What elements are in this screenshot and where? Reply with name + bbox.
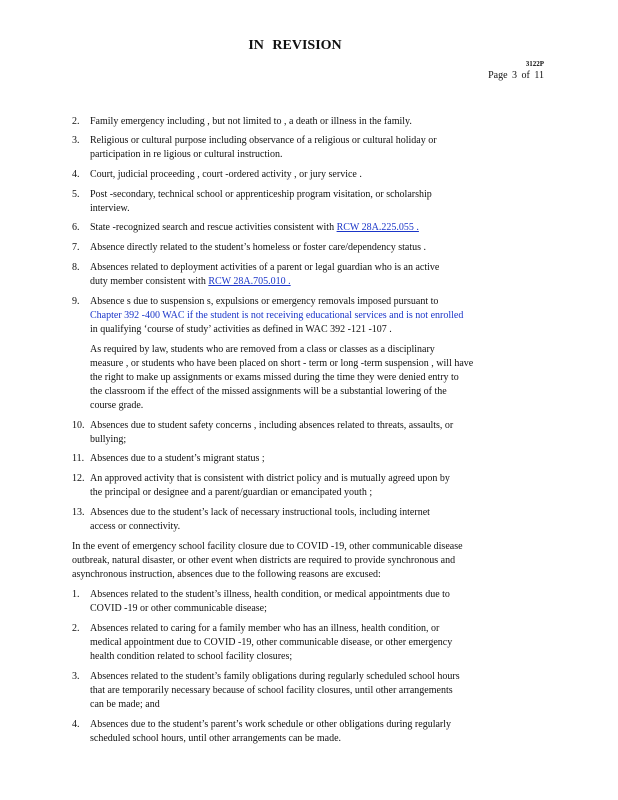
item-text: course grade. bbox=[90, 400, 144, 411]
item-text: the principal or designee and a parent/guardian or emancipated youth ; bbox=[90, 487, 373, 498]
item-number: 13. bbox=[72, 507, 85, 518]
item-text: Absence s due to suspension s, expulsions or emergency removals imposed pursuant to bbox=[90, 296, 439, 307]
item-text: COVID -19 or other communicable disease; bbox=[90, 603, 267, 614]
item-text: Absences due to a student’s migrant status ; bbox=[90, 453, 265, 464]
item-text: scheduled school hours, until other arrangements can be made. bbox=[90, 733, 342, 744]
item-number: 1. bbox=[72, 589, 80, 600]
item-text: the classroom if the effect of the missed assignments will be a substantial lowering of the bbox=[90, 386, 447, 397]
item-text: Absences due to the student’s lack of necessary instructional tools, including internet bbox=[90, 507, 430, 518]
item-text: Religious or cultural purpose including observance of a religious or cultural holiday or bbox=[90, 135, 437, 146]
page-title: IN REVISION bbox=[248, 38, 342, 53]
item-number: 9. bbox=[72, 296, 80, 307]
item-text: can be made; and bbox=[90, 699, 160, 710]
rcw-link[interactable]: RCW 28A.705.010 . bbox=[208, 276, 291, 287]
item-text: interview. bbox=[90, 203, 130, 214]
rcw-link[interactable]: RCW 28A.225.055 . bbox=[336, 222, 419, 233]
item-text: bullying; bbox=[90, 434, 127, 445]
item-text: Court, judicial proceeding , court -ordered activity , or jury service . bbox=[90, 169, 362, 180]
page-number: Page 3 of 11 bbox=[488, 70, 544, 81]
item-text: Chapter 392 -400 WAC if the student is not receiving educational services and is not enrolled bbox=[90, 310, 464, 321]
item-text: Post -secondary, technical school or apprenticeship program visitation, or scholarship bbox=[90, 189, 432, 200]
item-number: 2. bbox=[72, 116, 80, 127]
item-text: the right to make up assignments or exams missed during the time they were denied entry to bbox=[90, 372, 459, 383]
item-text: Absence directly related to the student’s homeless or foster care/dependency status . bbox=[90, 242, 426, 253]
item-number: 3. bbox=[72, 135, 80, 146]
item-text: participation in re ligious or cultural instruction. bbox=[90, 149, 283, 160]
item-text: Absences related to deployment activities of a parent or legal guardian who is an active bbox=[90, 262, 440, 273]
intro-text: asynchronous instruction, absences due to the following reasons are excused: bbox=[72, 569, 381, 580]
item-number: 4. bbox=[72, 719, 80, 730]
item-text: State -recognized search and rescue activities consistent with bbox=[90, 222, 335, 233]
item-number: 3. bbox=[72, 671, 80, 682]
item-text: medical appointment due to COVID -19, other communicable disease, or other emergency bbox=[90, 637, 453, 648]
item-number: 7. bbox=[72, 242, 80, 253]
intro-text: In the event of emergency school facility closure due to COVID -19, other communicable disease bbox=[72, 541, 463, 552]
item-text: Family emergency including , but not limited to , a death or illness in the family. bbox=[90, 116, 412, 127]
item-number: 11. bbox=[72, 453, 85, 464]
item-number: 5. bbox=[72, 189, 80, 200]
item-number: 8. bbox=[72, 262, 80, 273]
item-text: Absences due to the student’s parent’s work schedule or other obligations during regularly bbox=[90, 719, 452, 730]
item-text: measure , or students who have been placed on short - term or long -term suspension , will have bbox=[90, 358, 474, 369]
item-text: Absences due to student safety concerns , including absences related to threats, assaults, or bbox=[90, 420, 454, 431]
item-text: As required by law, students who are removed from a class or classes as a disciplinary bbox=[90, 344, 435, 355]
item-number: 12. bbox=[72, 473, 85, 484]
item-number: 4. bbox=[72, 169, 80, 180]
item-text: health condition related to school facility closures; bbox=[90, 651, 293, 662]
item-text: Absences related to caring for a family member who has an illness, health condition, or bbox=[90, 623, 440, 634]
item-text: Absences related to the student’s illness, health condition, or medical appointments due to bbox=[90, 589, 450, 600]
item-text: in qualifying ‘course of study’ activities as defined in WAC 392 -121 -107 . bbox=[90, 324, 392, 335]
item-text: Absences related to the student’s family obligations during regularly scheduled school hours bbox=[90, 671, 460, 682]
item-text: that are temporarily necessary because of school facility closures, until other arrangements bbox=[90, 685, 453, 696]
policy-code: 3122P bbox=[525, 60, 544, 68]
intro-text: outbreak, natural disaster, or other event when districts are required to provide synchronous and bbox=[72, 555, 456, 566]
item-text: duty member consistent with bbox=[90, 276, 206, 287]
item-number: 10. bbox=[72, 420, 85, 431]
item-number: 2. bbox=[72, 623, 80, 634]
item-text: An approved activity that is consistent with district policy and is mutually agreed upon by bbox=[90, 473, 450, 484]
item-number: 6. bbox=[72, 222, 80, 233]
item-text: access or connectivity. bbox=[90, 521, 181, 532]
